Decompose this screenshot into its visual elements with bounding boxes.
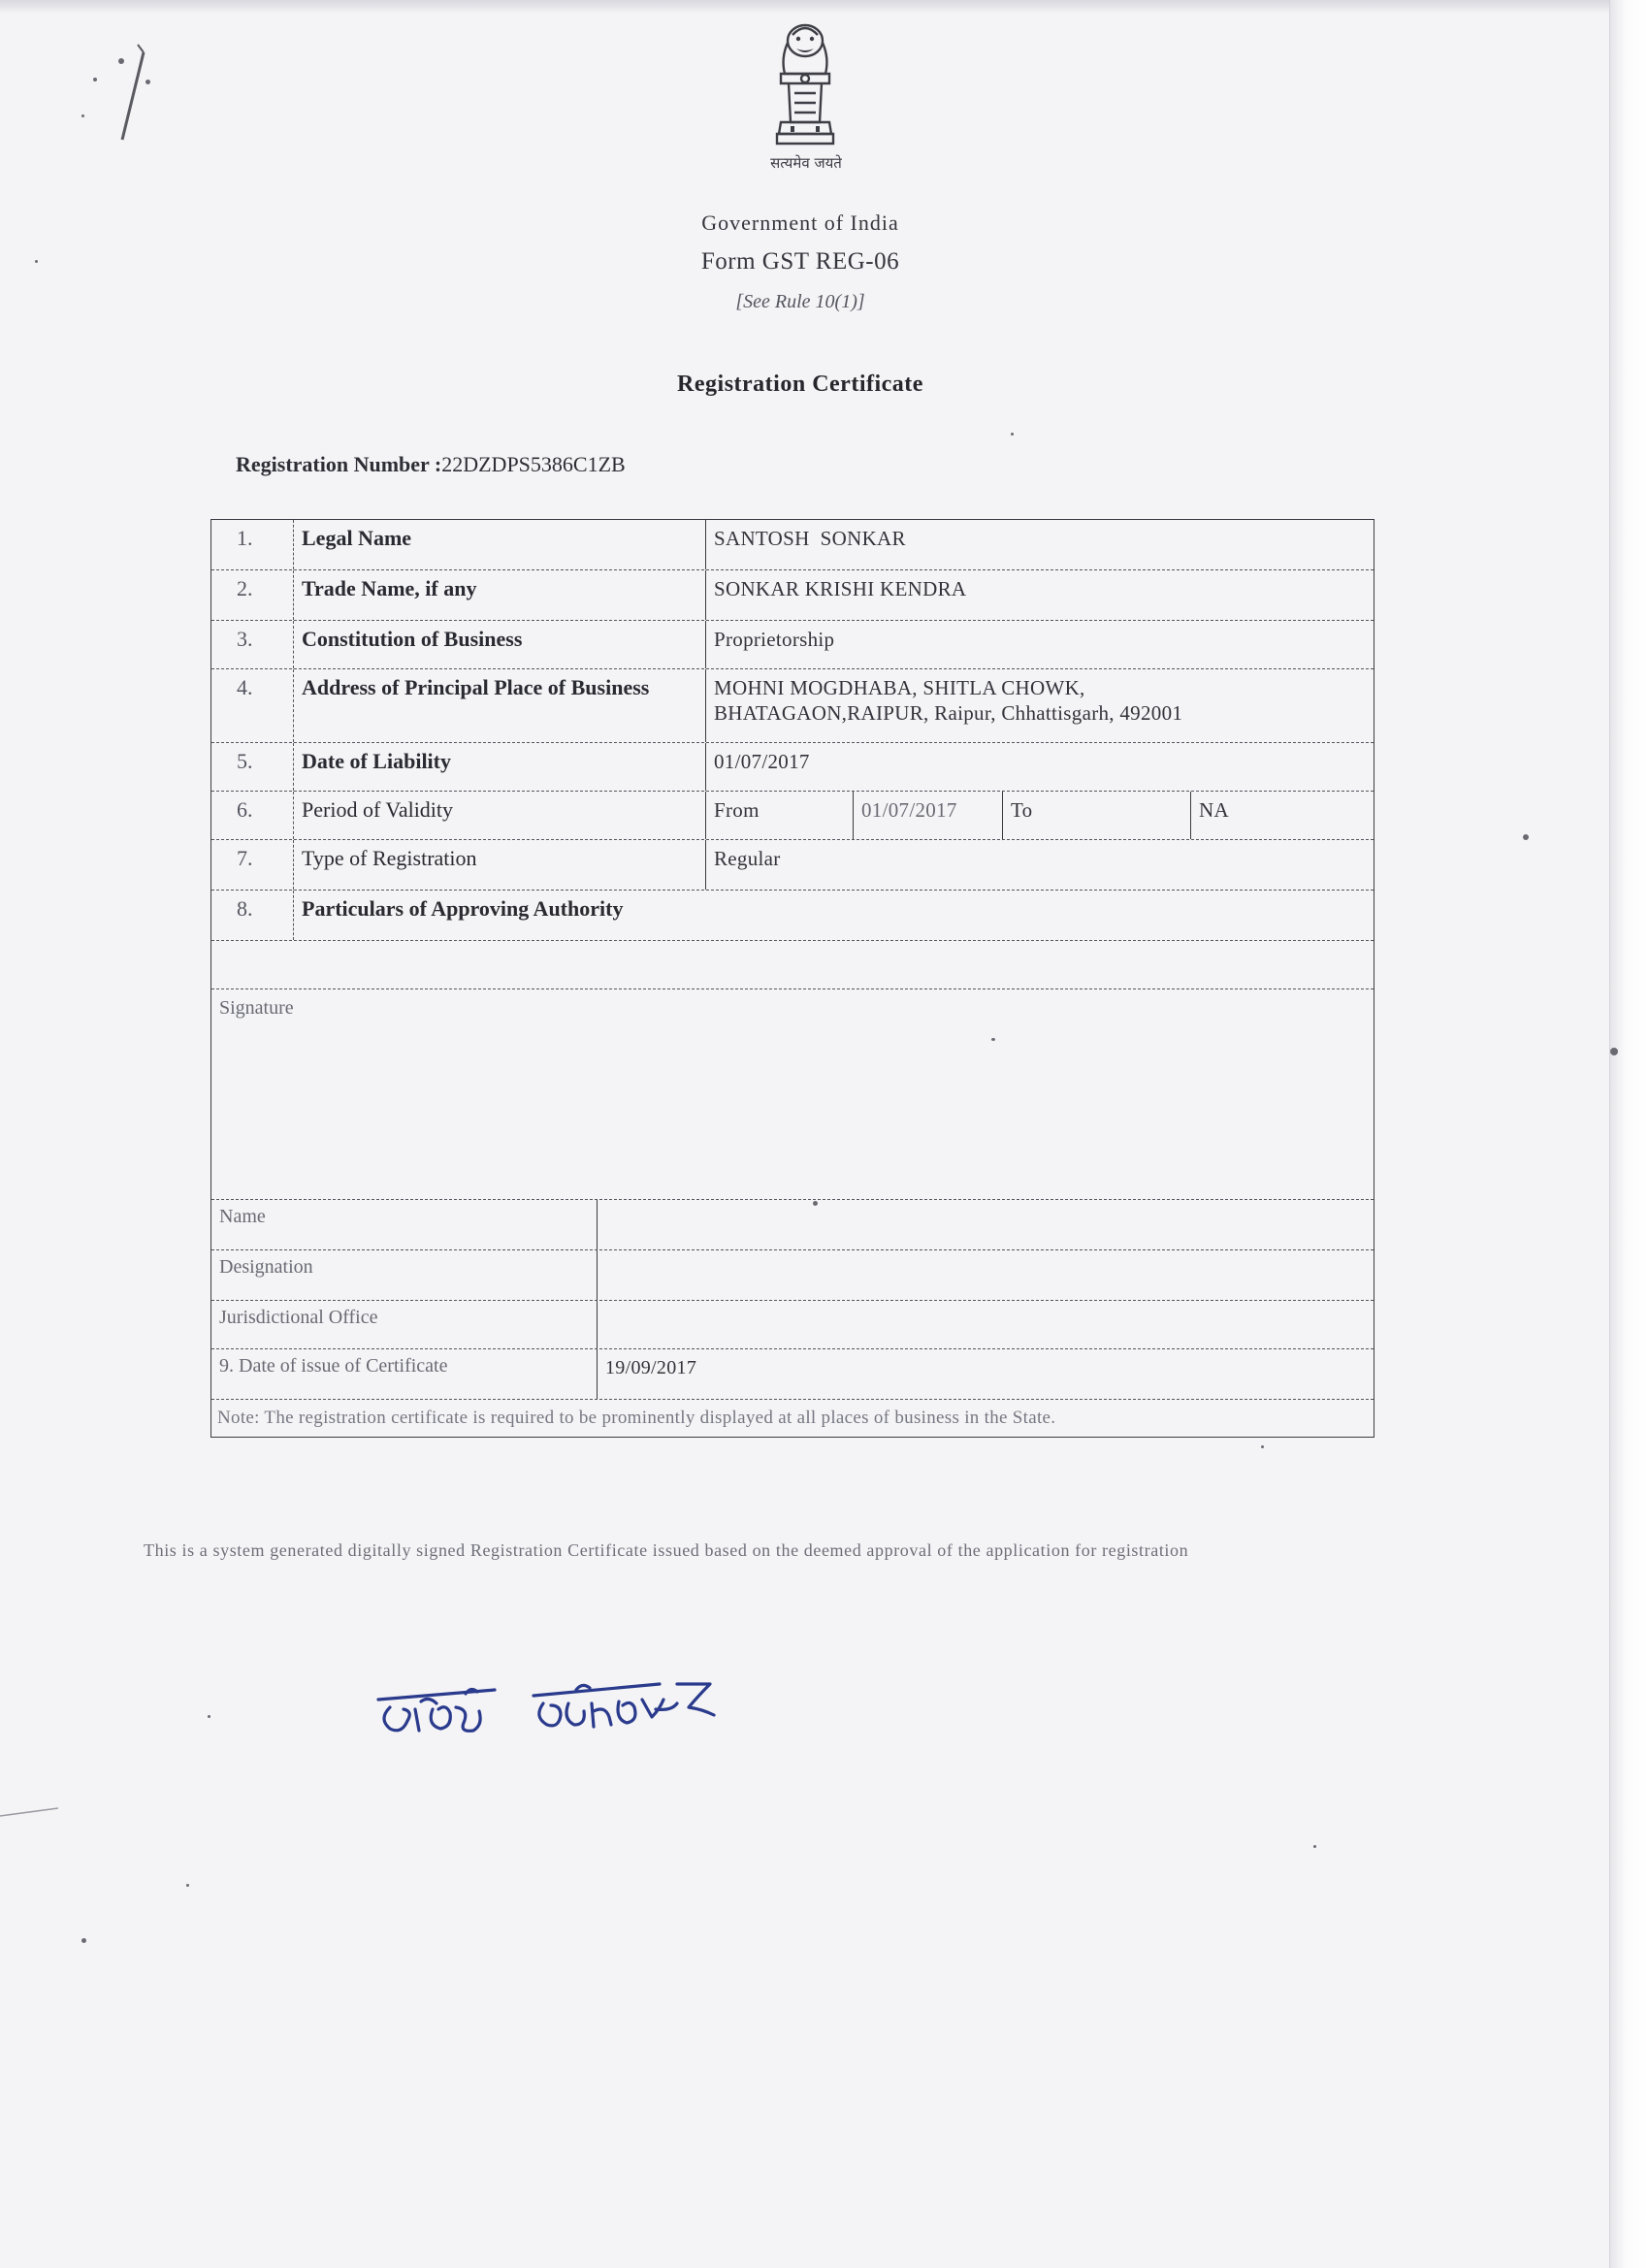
period-of-validity-label: Period of Validity	[294, 792, 706, 839]
table-row	[211, 743, 1374, 792]
handwritten-signature	[369, 1661, 757, 1777]
emblem-motto: सत्यमेव जयते	[770, 154, 842, 172]
legal-name-label: Legal Name	[294, 520, 706, 569]
certificate-title: Registration Certificate	[677, 372, 923, 397]
approving-authority-label: Particulars of Approving Authority	[302, 896, 624, 921]
registration-number-value: 22DZDPS5386C1ZB	[441, 452, 626, 476]
trade-name-label: Trade Name, if any	[294, 570, 706, 620]
scan-top-shadow	[0, 0, 1649, 14]
row-number: 7.	[211, 840, 294, 890]
government-title: Government of India	[701, 211, 899, 235]
table-row	[211, 840, 1374, 891]
row-number: 4.	[211, 669, 294, 742]
address-label: Address of Principal Place of Business	[294, 669, 706, 742]
address-line-1: MOHNI MOGDHABA, SHITLA CHOWK,	[714, 676, 1085, 699]
speck	[1610, 1048, 1618, 1055]
row-number: 2.	[211, 570, 294, 620]
table-row	[211, 1301, 1374, 1349]
designation-value	[598, 1250, 1374, 1300]
registration-number-label: Registration Number :	[236, 452, 442, 476]
address-line-2: BHATAGAON,RAIPUR, Raipur, Chhattisgarh, 492001	[714, 701, 1183, 725]
speck	[186, 1884, 189, 1887]
validity-from-label: From	[706, 792, 854, 839]
table-row	[211, 520, 1374, 570]
legal-name-value: SANTOSH SONKAR	[714, 527, 906, 550]
scan-pen-mark	[114, 39, 153, 146]
certificate-table	[210, 519, 1374, 1438]
registration-type-value: Regular	[714, 847, 781, 870]
row-number: 8.	[211, 891, 294, 940]
jurisdictional-office-value	[598, 1301, 1374, 1348]
constitution-label: Constitution of Business	[294, 621, 706, 668]
date-of-liability-label: Date of Liability	[294, 743, 706, 791]
table-row	[211, 669, 1374, 743]
registration-type-label: Type of Registration	[294, 840, 706, 890]
date-of-liability-value: 01/07/2017	[714, 750, 810, 773]
table-row	[211, 570, 1374, 621]
jurisdictional-office-label: Jurisdictional Office	[211, 1301, 598, 1348]
issue-date-label: 9. Date of issue of Certificate	[211, 1349, 598, 1399]
validity-to-label: To	[1003, 792, 1191, 839]
system-generated-footer: This is a system generated digitally signed Registration Certificate issued based on the deemed approval of the application for registration	[144, 1540, 1189, 1560]
trade-name-value: SONKAR KRISHI KENDRA	[714, 577, 967, 600]
speck	[1011, 433, 1014, 436]
table-row	[211, 1349, 1374, 1400]
speck	[1313, 1845, 1316, 1848]
blank-row	[211, 941, 1374, 989]
constitution-value: Proprietorship	[714, 628, 835, 651]
table-row	[211, 1200, 1374, 1250]
speck	[81, 1938, 86, 1943]
designation-label: Designation	[211, 1250, 598, 1300]
rule-reference: [See Rule 10(1)]	[735, 291, 865, 312]
row-number: 3.	[211, 621, 294, 668]
validity-to-value: NA	[1199, 798, 1229, 822]
speck	[81, 114, 84, 117]
registration-number-line	[236, 452, 626, 477]
table-row	[211, 621, 1374, 669]
scan-page-edge	[1609, 0, 1649, 2268]
signature-row	[211, 989, 1374, 1200]
authority-name-value	[598, 1200, 1374, 1249]
scan-line-mark	[0, 1804, 68, 1824]
table-row	[211, 891, 1374, 941]
speck	[1261, 1445, 1264, 1448]
table-row	[211, 792, 1374, 840]
validity-from-value: 01/07/2017	[854, 792, 1003, 839]
display-note: Note: The registration certificate is required to be prominently displayed at all places of business in the State.	[217, 1408, 1056, 1428]
speck	[93, 78, 97, 81]
speck	[1523, 834, 1529, 840]
row-number: 1.	[211, 520, 294, 569]
signature-label: Signature	[219, 997, 294, 1019]
issue-date-value: 19/09/2017	[605, 1357, 697, 1378]
period-of-validity-value	[706, 792, 1374, 839]
table-row	[211, 1250, 1374, 1301]
address-value	[706, 669, 1374, 742]
row-number: 6.	[211, 792, 294, 839]
authority-name-label: Name	[211, 1200, 598, 1249]
speck	[208, 1715, 210, 1718]
form-name: Form GST REG-06	[700, 248, 900, 275]
row-number: 5.	[211, 743, 294, 791]
